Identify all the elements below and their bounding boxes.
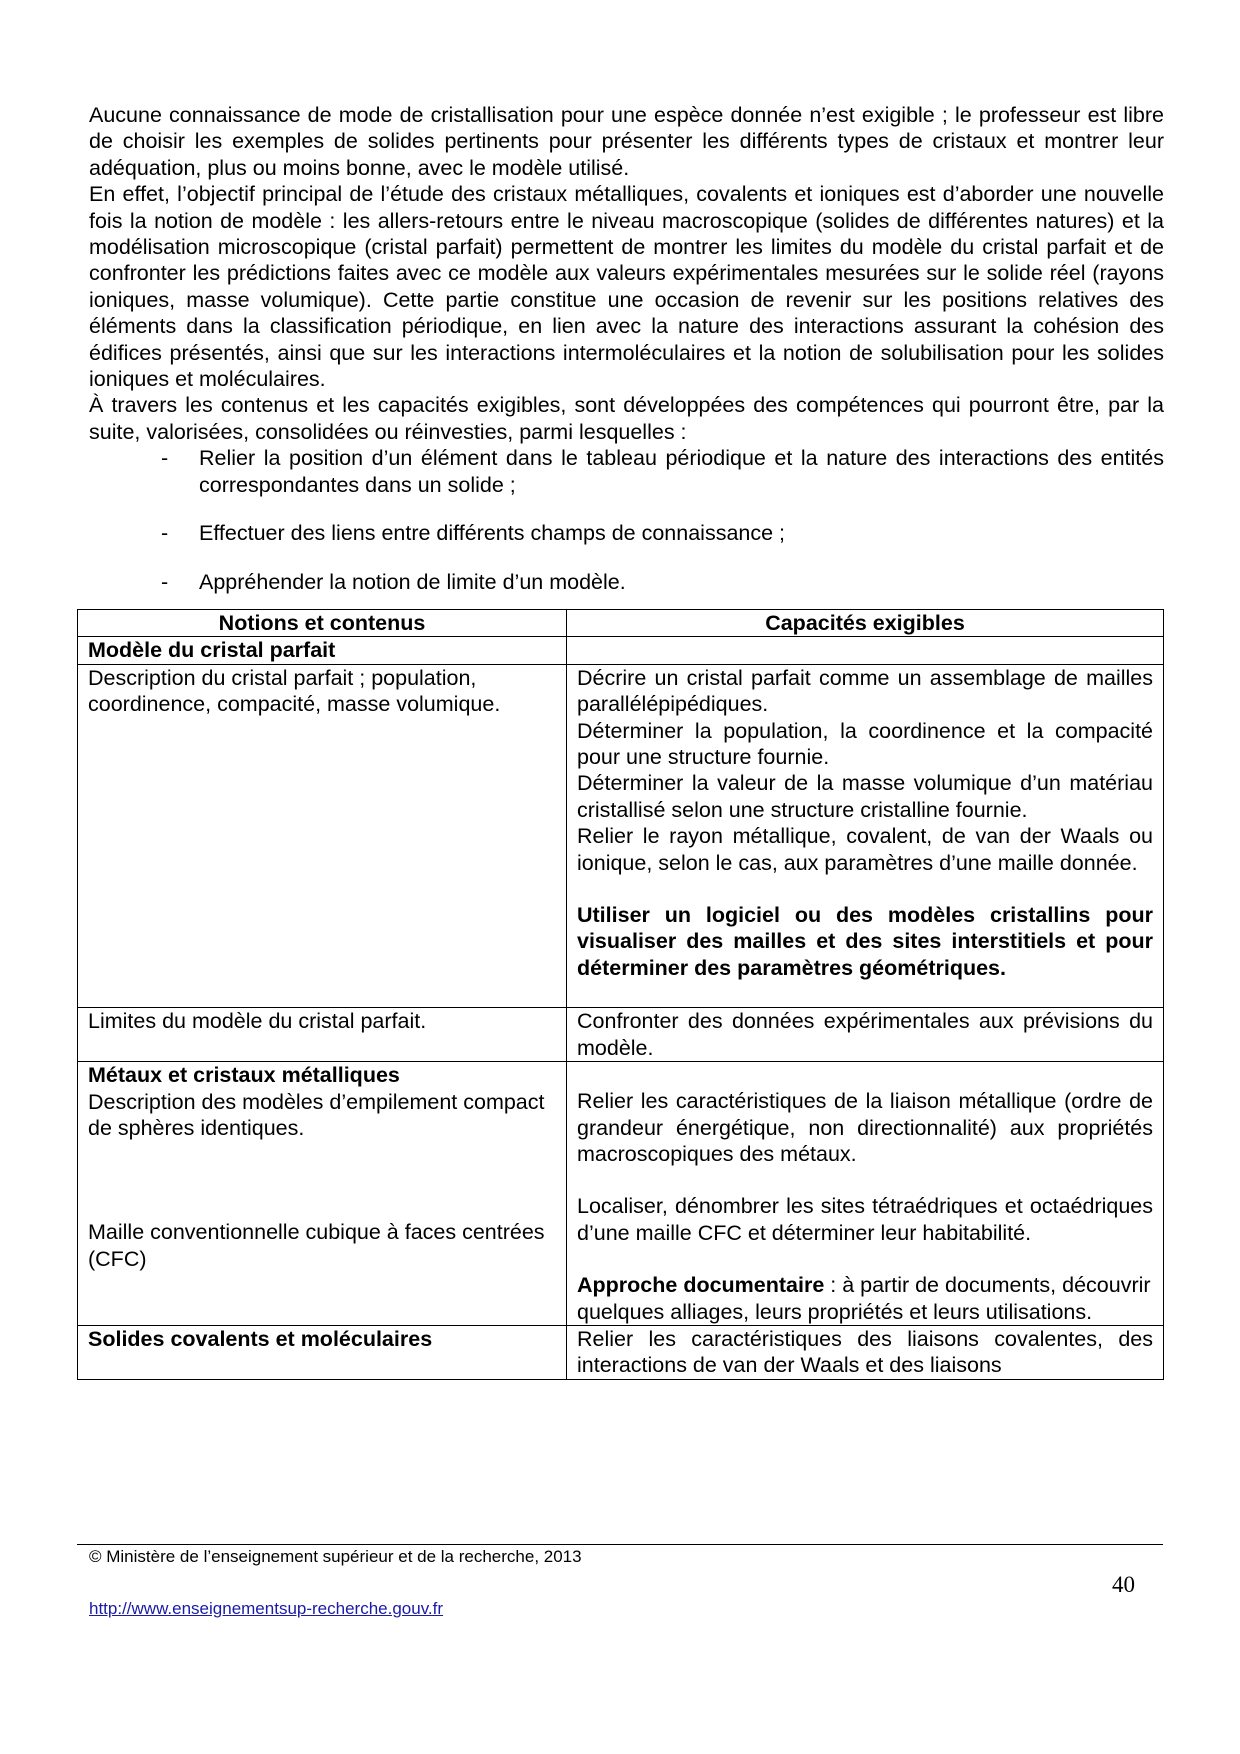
bullet-dash: - <box>161 521 169 546</box>
section-title: Métaux et cristaux métalliques <box>88 1063 400 1088</box>
section-title: Modèle du cristal parfait <box>78 637 567 664</box>
table-row <box>78 1062 1164 1326</box>
page-number: 40 <box>1112 1572 1135 1597</box>
footer-copyright: © Ministère de l’enseignement supérieur et de la recherche, 2013 <box>89 1547 582 1566</box>
section-title: Solides covalents et moléculaires <box>78 1325 567 1379</box>
table-row <box>78 664 1164 1007</box>
column-header-notions: Notions et contenus <box>78 610 567 637</box>
notion-cell <box>78 664 567 1007</box>
list-item: - Effectuer des liens entre différents champs de connaissance ; <box>161 521 786 546</box>
table-row <box>78 1325 1164 1379</box>
capacite-text: Décrire un cristal parfait comme un assemblage de mailles parallélépipédiques. <box>577 665 1153 717</box>
notion-text: Maille conventionnelle cubique à faces centrées (CFC) <box>88 1220 545 1271</box>
intro-paragraph-3: À travers les contenus et les capacités exigibles, sont développées des compétences qui pourront être, par la suite, valorisées, consolidées ou réinvesties, parmi lesquelles : <box>89 393 1164 444</box>
capacite-bold-text: Utiliser un logiciel ou des modèles cristallins pour visualiser des mailles et des sites interstitiels et pour déterminer des paramètres géométriques. <box>577 903 1153 980</box>
capacite-cell: Confronter des données expérimentales aux prévisions du modèle. <box>567 1008 1164 1062</box>
intro-paragraph-1: Aucune connaissance de mode de cristallisation pour une espèce donnée n’est exigible ; le professeur est libre de choisir les exemples de solides pertinents pour présenter les différents types de cristaux et montrer leur adéquation, plus ou moins bonne, avec le modèle utilisé. <box>89 103 1164 180</box>
bullet-dash: - <box>161 446 169 471</box>
notion-text: Description du cristal parfait ; population, coordinence, compacité, masse volumique. <box>88 665 501 717</box>
capacite-cell <box>567 664 1164 1007</box>
capacite-text: Relier les caractéristiques de la liaison métallique (ordre de grandeur énergétique, non directionnalité) aux propriétés macroscopiques des métaux. <box>577 1089 1153 1166</box>
capacite-cell <box>567 1062 1164 1326</box>
footer-divider <box>77 1544 1163 1545</box>
notion-cell: Limites du modèle du cristal parfait. <box>78 1008 567 1062</box>
table-header-row <box>78 610 1164 637</box>
table-row <box>78 1008 1164 1062</box>
capacite-text: Déterminer la population, la coordinence et la compacité pour une structure fournie. <box>577 718 1153 770</box>
capacite-text: Déterminer la valeur de la masse volumique d’un matériau cristallisé selon une structure cristalline fournie. <box>577 771 1153 822</box>
capacite-text: Localiser, dénombrer les sites tétraédriques et octaédriques d’une maille CFC et déterminer leur habitabilité. <box>577 1194 1153 1245</box>
list-item: - Relier la position d’un élément dans le tableau périodique et la nature des interactions des entités correspondantes dans un solide ; <box>161 446 1164 497</box>
empty-cell <box>567 637 1164 664</box>
competences-list <box>89 445 1164 595</box>
intro-paragraph-2: En effet, l’objectif principal de l’étude des cristaux métalliques, covalents et ioniques est d’aborder une nouvelle fois la notion de modèle : les allers-retours entre le niveau macroscopique (solides de différentes natures) et la modélisation microscopique (cristal parfait) permettent de montrer les limites du modèle du cristal parfait et de confronter les prédictions faites avec ce modèle aux valeurs expérimentales mesurées sur le solide réel (rayons ioniques, masse volumique). Cette partie constitue une occasion de revenir sur les positions relatives des éléments dans la classification périodique, en lien avec la nature des interactions assurant la cohésion des édifices présentés, ainsi que sur les interactions intermoléculaires et la notion de solubilisation pour les solides ioniques et moléculaires. <box>89 182 1164 392</box>
intro-section <box>89 102 1164 617</box>
capacite-cell: Relier les caractéristiques des liaisons covalentes, des interactions de van der Waals et des liaisons <box>567 1325 1164 1379</box>
notion-cell <box>78 1062 567 1326</box>
footer-link[interactable]: http://www.enseignementsup-recherche.gouv.fr <box>89 1599 444 1618</box>
list-item: - Appréhender la notion de limite d’un modèle. <box>161 569 626 594</box>
notion-text: Description des modèles d’empilement compact de sphères identiques. <box>88 1089 545 1140</box>
capacite-text: Relier le rayon métallique, covalent, de van der Waals ou ionique, selon le cas, aux paramètres d’une maille donnée. <box>577 824 1153 875</box>
column-header-capacites: Capacités exigibles <box>567 610 1164 637</box>
approche-documentaire: Approche documentaire : à partir de documents, découvrir quelques alliages, leurs propriétés et leurs utilisations. <box>577 1273 1151 1324</box>
table-row <box>78 637 1164 664</box>
bullet-dash: - <box>161 569 169 594</box>
programme-table <box>77 609 1164 1380</box>
